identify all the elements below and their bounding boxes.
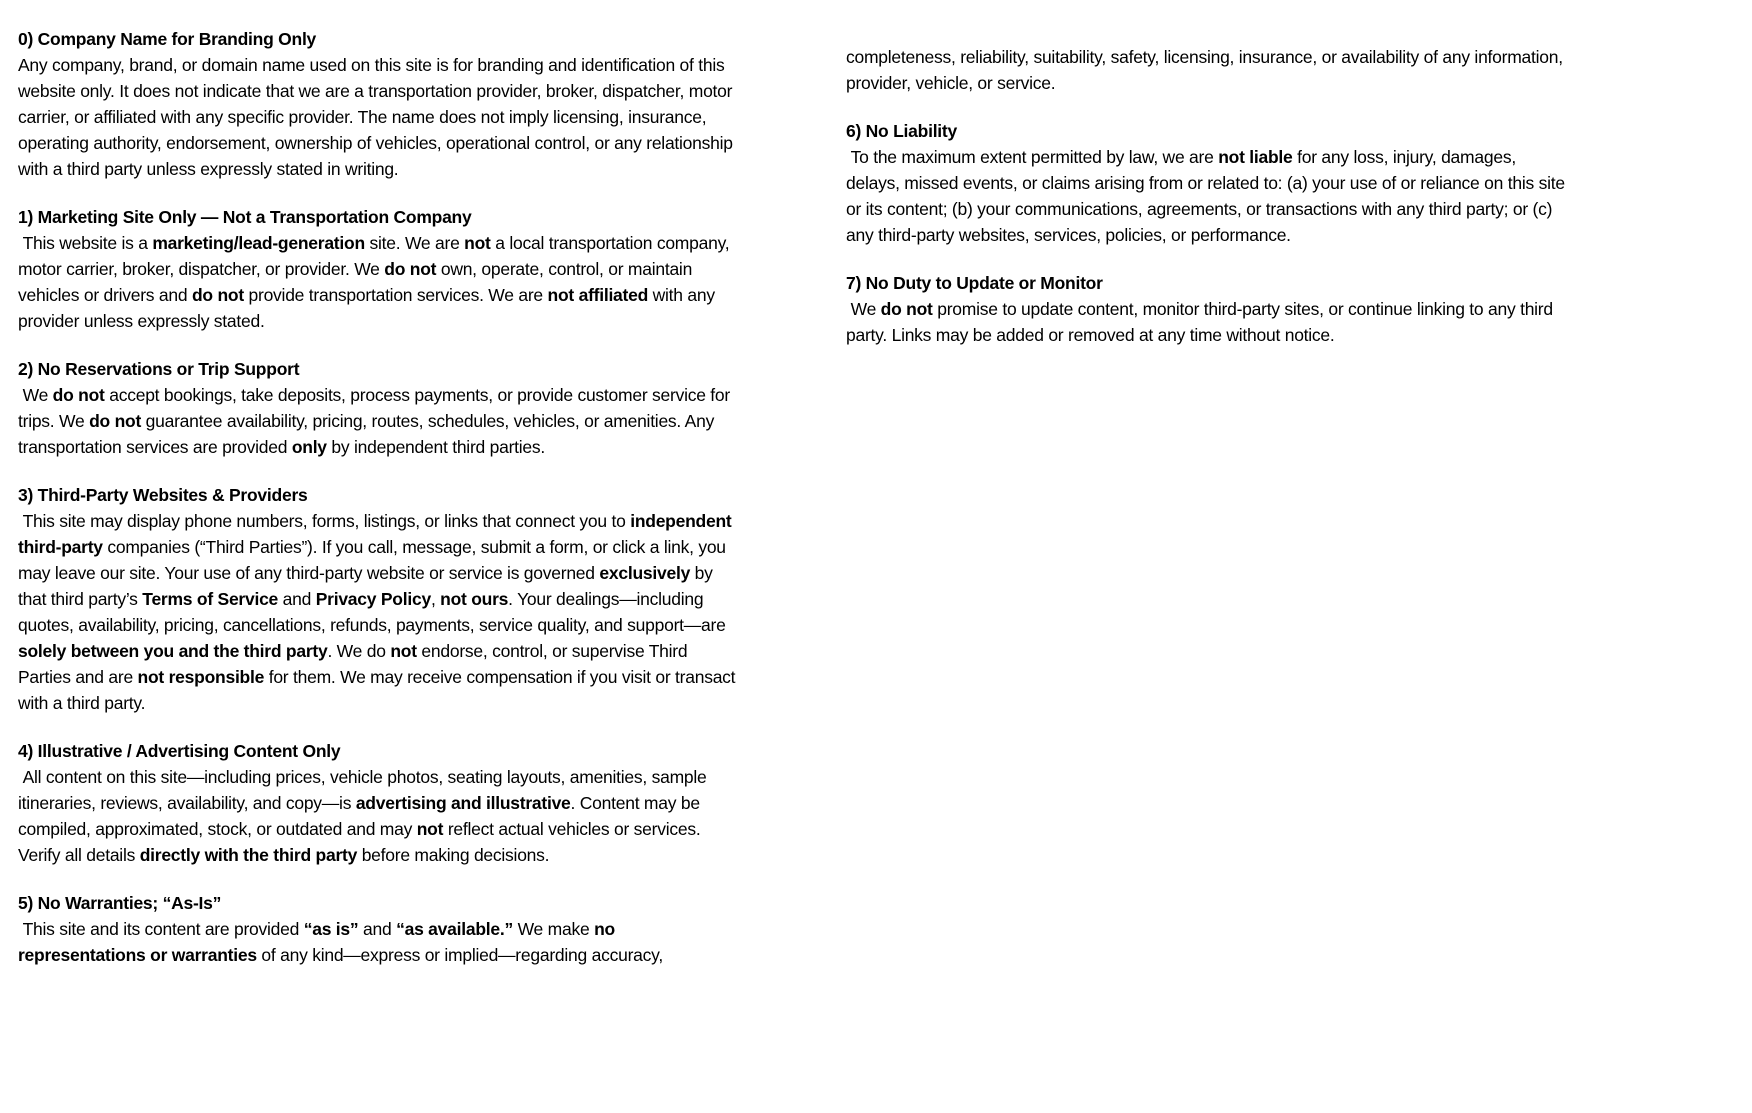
text-run: We make <box>512 919 595 939</box>
bold-text-run: “as is” <box>303 919 359 939</box>
bold-text-run: do not <box>89 411 142 431</box>
text-run: with any provider unless expressly stated. <box>18 285 715 331</box>
bold-text-run: directly with the third party <box>139 845 358 865</box>
bold-text-run: do not <box>880 299 933 319</box>
text-run: completeness, reliability, suitability, safety, licensing, insurance, or availability of any information, provider, vehicle, or service. <box>846 47 1563 93</box>
paragraph <box>18 52 743 182</box>
section-heading: 5) No Warranties; “As-Is” <box>18 893 222 913</box>
text-run: site. We are <box>364 233 465 253</box>
bold-text-run: not affiliated <box>547 285 649 305</box>
section-heading: 4) Illustrative / Advertising Content Only <box>18 741 341 761</box>
text-run: We <box>846 299 881 319</box>
bold-text-run: “as available.” <box>396 919 513 939</box>
text-run: for them. We may receive compensation if you visit or transact with a third party. <box>18 667 736 713</box>
bold-text-run: solely between you and the third party <box>18 641 328 661</box>
paragraph <box>846 44 1571 96</box>
paragraph <box>18 916 743 968</box>
text-run: All content on this site—including prices, vehicle photos, seating layouts, amenities, sample itineraries, reviews, availability, and copy—is <box>18 767 707 813</box>
bold-text-run: do not <box>191 285 244 305</box>
paragraph <box>846 296 1571 348</box>
section-heading: 6) No Liability <box>846 121 957 141</box>
bold-text-run: only <box>291 437 327 457</box>
text-run: To the maximum extent permitted by law, we are <box>846 147 1219 167</box>
text-run: endorse, control, or supervise Third Parties and are <box>18 641 688 687</box>
right-column <box>846 26 1571 348</box>
paragraph <box>846 144 1571 248</box>
text-run: by independent third parties. <box>326 437 546 457</box>
text-run: by that third party’s <box>18 563 713 609</box>
text-run: before making decisions. <box>357 845 550 865</box>
text-run: guarantee availability, pricing, routes, schedules, vehicles, or amenities. Any transportation services are provided <box>18 411 715 457</box>
section-heading: 7) No Duty to Update or Monitor <box>846 273 1103 293</box>
text-run: companies (“Third Parties”). If you call, message, submit a form, or click a link, you may leave our site. Your use of any third-party website or service is governed <box>18 537 726 583</box>
text-run: reflect actual vehicles or services. Verify all details <box>18 819 701 865</box>
text-run: a local transportation company, motor carrier, broker, dispatcher, or provider. We <box>18 233 730 279</box>
bold-text-run: marketing/lead-generation <box>152 233 365 253</box>
bold-text-run: do not <box>384 259 437 279</box>
section-heading: 3) Third-Party Websites & Providers <box>18 485 308 505</box>
text-run: for any loss, injury, damages, delays, missed events, or claims arising from or related to: (a) your use of or reliance on this site or its content; (b) your communications, agreements, or transactions with any third party; or (c) any third-party websites, services, policies, or performance. <box>846 147 1565 245</box>
bold-text-run: do not <box>52 385 105 405</box>
text-run: . Content may be compiled, approximated, stock, or outdated and may <box>18 793 700 839</box>
bold-text-run: advertising and illustrative <box>355 793 571 813</box>
paragraph <box>18 382 743 460</box>
text-run: and <box>358 919 397 939</box>
bold-text-run: independent third-party <box>18 511 732 557</box>
bold-text-run: Privacy Policy <box>315 589 431 609</box>
text-run: own, operate, control, or maintain vehicles or drivers and <box>18 259 693 305</box>
section-heading: 1) Marketing Site Only — Not a Transportation Company <box>18 207 472 227</box>
bold-text-run: not liable <box>1218 147 1293 167</box>
text-run: . Your dealings—including quotes, availability, pricing, cancellations, refunds, payments, service quality, and support—are <box>18 589 726 635</box>
text-run: provide transportation services. We are <box>243 285 548 305</box>
bold-text-run: Terms of Service <box>142 589 279 609</box>
text-run: This site and its content are provided <box>18 919 304 939</box>
section-heading: 0) Company Name for Branding Only <box>18 29 317 49</box>
text-run: of any kind—express or implied—regarding accuracy, <box>256 945 663 965</box>
bold-text-run: not ours <box>440 589 509 609</box>
text-run: and <box>278 589 316 609</box>
text-run: accept bookings, take deposits, process payments, or provide customer service for trips. We <box>18 385 730 431</box>
text-run: , <box>430 589 441 609</box>
text-run: This website is a <box>18 233 153 253</box>
left-column <box>18 26 743 968</box>
paragraph <box>18 764 743 868</box>
bold-text-run: exclusively <box>599 563 691 583</box>
paragraph <box>18 508 743 716</box>
bold-text-run: not <box>416 819 444 839</box>
bold-text-run: not <box>464 233 491 253</box>
text-run: We <box>18 385 53 405</box>
bold-text-run: not <box>390 641 417 661</box>
text-run: This site may display phone numbers, forms, listings, or links that connect you to <box>18 511 631 531</box>
text-run: Any company, brand, or domain name used on this site is for branding and identification of this website only. It does not indicate that we are a transportation provider, broker, dispatcher, motor carrier, or affiliated with any specific provider. The name does not imply licensing, insurance, operating authority, endorsement, ownership of vehicles, operational control, or any relationship with a third party unless expressly stated in writing. <box>18 55 733 179</box>
bold-text-run: no representations or warranties <box>18 919 615 965</box>
text-run: . We do <box>327 641 391 661</box>
text-run: promise to update content, monitor third-party sites, or continue linking to any third party. Links may be added or removed at any time without notice. <box>846 299 1553 345</box>
section-heading: 2) No Reservations or Trip Support <box>18 359 300 379</box>
paragraph <box>18 230 743 334</box>
bold-text-run: not responsible <box>137 667 265 687</box>
